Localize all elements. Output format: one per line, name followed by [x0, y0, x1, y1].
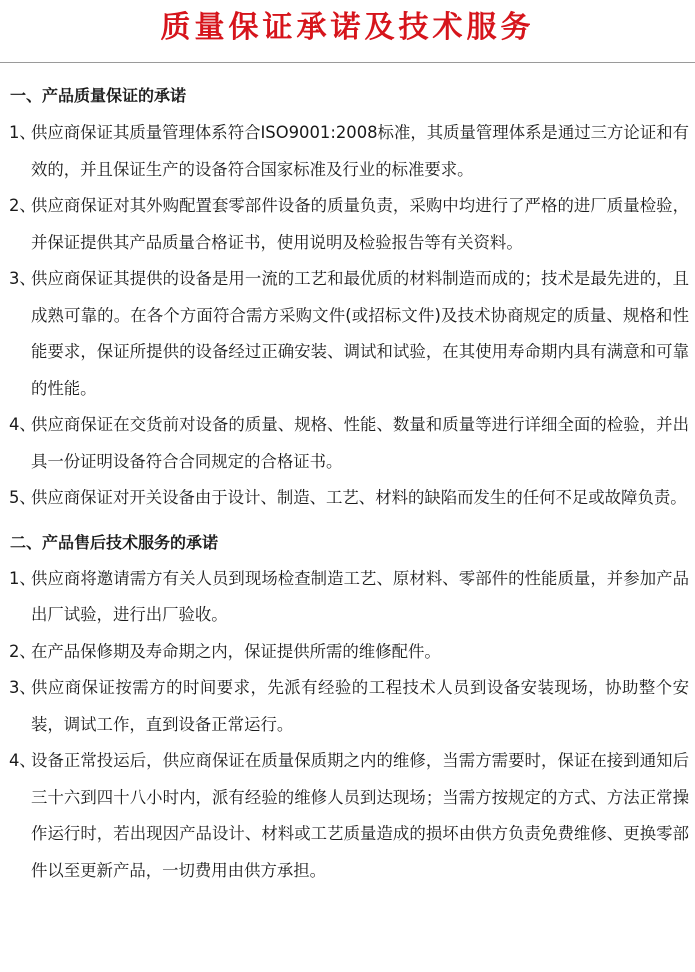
- item-text: 供应商保证对开关设备由于设计、制造、工艺、材料的缺陷而发生的任何不足或故障负责。: [31, 488, 687, 507]
- section-heading: 二、产品售后技术服务的承诺: [10, 532, 219, 552]
- item-number: 1、: [9, 568, 36, 588]
- item-number: 4、: [9, 415, 36, 434]
- list-item: [0, 561, 695, 634]
- item-text: 设备正常投运后，供应商保证在质量保质期之内的维修，当需方需要时，保证在接到通知后三十六到四十八小时内，派有经验的维修人员到达现场；当需方按规定的方式、方法正常操作运行时，若出现因产品设计、材料或工艺质量造成的损坏由供方负责免费维修、更换零部件以至更新产品，一切费用由供方承担。: [31, 751, 689, 880]
- section-heading: 一、产品质量保证的承诺: [10, 86, 187, 105]
- section-after-sales-service: [0, 531, 695, 890]
- item-text: 在产品保修期及寿命期之内，保证提供所需的维修配件。: [31, 641, 441, 661]
- item-number: 5、: [9, 488, 36, 507]
- item-number: 1、: [9, 123, 36, 142]
- item-text: 供应商保证其提供的设备是用一流的工艺和最优质的材料制造而成的；技术是最先进的，且成熟可靠的。在各个方面符合需方采购文件(或招标文件)及技术协商规定的质量、规格和性能要求，保证所提供的设备经过正确安装、调试和试验，在其使用寿命期内具有满意和可靠的性能。: [31, 269, 689, 398]
- item-number: 3、: [9, 269, 36, 288]
- list-item: [0, 743, 695, 889]
- item-number: 4、: [9, 751, 36, 770]
- page-title: 质量保证承诺及技术服务: [160, 10, 535, 45]
- document-body: [0, 84, 695, 889]
- list-item: [0, 261, 695, 407]
- list-item: [0, 670, 695, 743]
- item-number: 2、: [9, 641, 36, 661]
- list-item: [0, 188, 695, 261]
- list-item: [0, 407, 695, 480]
- item-number: 3、: [9, 678, 36, 697]
- list-item: [0, 634, 695, 671]
- item-text: 供应商保证在交货前对设备的质量、规格、性能、数量和质量等进行详细全面的检验，并出具一份证明设备符合合同规定的合格证书。: [31, 415, 689, 471]
- section-quality-assurance: [0, 84, 695, 517]
- item-text: 供应商将邀请需方有关人员到现场检查制造工艺、原材料、零部件的性能质量，并参加产品出厂试验，进行出厂验收。: [31, 568, 689, 624]
- list-item: [0, 480, 695, 517]
- list-item: [0, 115, 695, 188]
- title-divider: [0, 62, 695, 63]
- item-text: 供应商保证其质量管理体系符合ISO9001:2008标准，其质量管理体系是通过三方论证和有效的，并且保证生产的设备符合国家标准及行业的标准要求。: [31, 123, 689, 179]
- item-number: 2、: [9, 196, 36, 215]
- item-text: 供应商保证对其外购配置套零部件设备的质量负责，采购中均进行了严格的进厂质量检验，并保证提供其产品质量合格证书，使用说明及检验报告等有关资料。: [31, 196, 689, 252]
- item-text: 供应商保证按需方的时间要求，先派有经验的工程技术人员到设备安装现场，协助整个安装，调试工作，直到设备正常运行。: [31, 678, 689, 734]
